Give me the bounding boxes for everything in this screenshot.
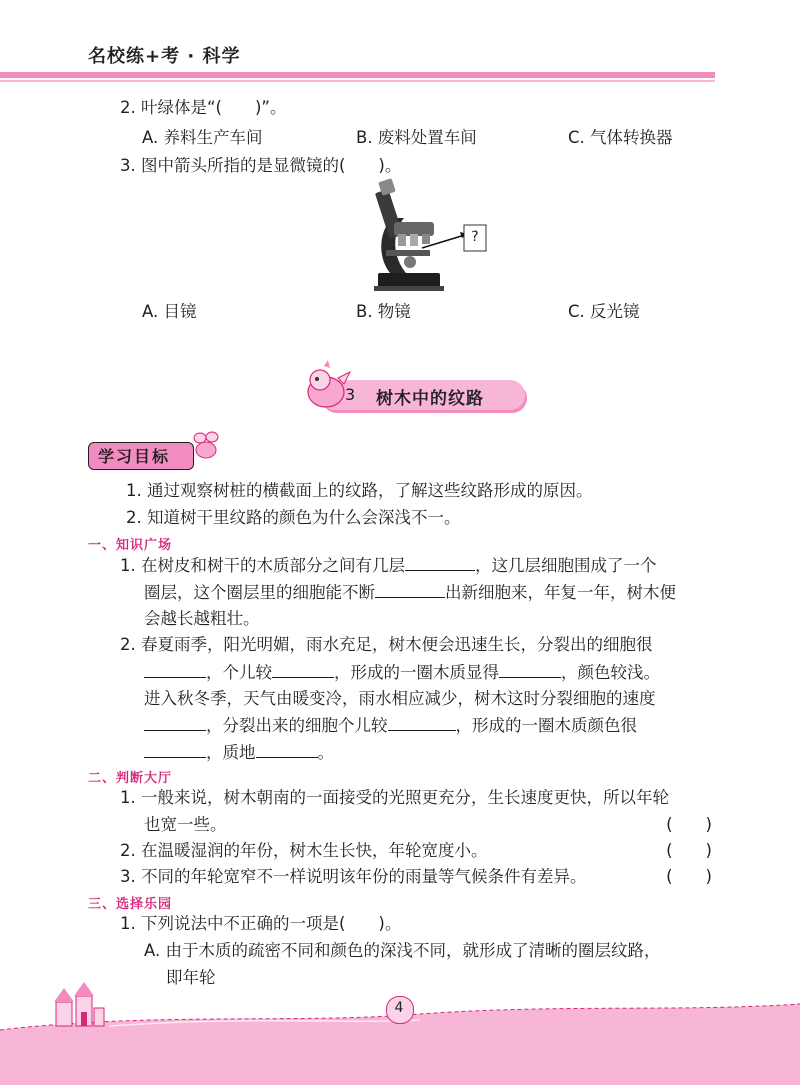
answer-blank[interactable] — [388, 712, 456, 731]
answer-blank[interactable] — [144, 659, 206, 678]
fill-question-2-line-1: 2. 春夏雨季，阳光明媚，雨水充足，树木便会迅速生长，分裂出的细胞很 — [120, 635, 653, 654]
header-title: 名校练+考 · 科学 — [88, 46, 241, 67]
option-c: C. 反光镜 — [568, 302, 640, 321]
option-a: A. 目镜 — [142, 302, 197, 321]
text-segment: ，个儿较 — [206, 663, 272, 682]
answer-parenthesis[interactable]: ( ) — [666, 867, 712, 886]
text-segment: 出新细胞来，年复一年，树木便 — [445, 583, 676, 602]
option-b: B. 物镜 — [356, 302, 411, 321]
header-rule — [0, 72, 715, 78]
section-heading: 二、判断大厅 — [88, 771, 173, 786]
choice-question-1: 1. 下列说法中不正确的一项是( )。 — [120, 914, 402, 933]
section-heading: 一、知识广场 — [88, 538, 173, 553]
text-segment: ，这几层细胞围成了一个 — [475, 556, 657, 575]
question-2: 2. 叶绿体是“( )”。 — [120, 98, 287, 117]
objectives-title: 学习目标 — [98, 447, 171, 466]
text-segment: ，分裂出来的细胞个儿较 — [206, 716, 388, 735]
answer-parenthesis[interactable]: ( ) — [666, 815, 712, 834]
question-3: 3. 图中箭头所指的是显微镜的( )。 — [120, 156, 402, 175]
page-number: 4 — [394, 1000, 404, 1016]
answer-blank[interactable] — [499, 659, 561, 678]
answer-blank[interactable] — [375, 579, 445, 598]
text-segment: ，颜色较浅。 — [561, 663, 660, 682]
answer-blank[interactable] — [144, 739, 206, 758]
objective-2: 2. 知道树干里纹路的颜色为什么会深浅不一。 — [126, 508, 461, 527]
section-heading: 三、选择乐园 — [88, 897, 173, 912]
lesson-number: 3 — [345, 385, 356, 404]
bee-icon — [188, 428, 224, 464]
judge-item-1-line-1: 1. 一般来说，树木朝南的一面接受的光照更充分，生长速度更快，所以年轮 — [120, 788, 669, 807]
choice-option-a-line-2: 即年轮 — [166, 968, 216, 987]
answer-blank[interactable] — [144, 712, 206, 731]
fill-question-2-line-3: 进入秋冬季，天气由暖变冷，雨水相应减少，树木这时分裂细胞的速度 — [144, 689, 656, 708]
objective-1: 1. 通过观察树桩的横截面上的纹路，了解这些纹路形成的原因。 — [126, 481, 593, 500]
text-segment: 圈层，这个圈层里的细胞能不断 — [144, 583, 375, 602]
header-rule-thin — [0, 80, 715, 82]
text-segment: ，形成的一圈木质显得 — [334, 663, 499, 682]
judge-item-3: 3. 不同的年轮宽窄不一样说明该年份的雨量等气候条件有差异。 — [120, 867, 587, 886]
fill-question-2-line-5 — [144, 739, 334, 766]
castle-icon — [50, 980, 110, 1030]
label-box-text: ? — [471, 229, 479, 245]
text-segment: 1. 在树皮和树干的木质部分之间有几层 — [120, 556, 405, 575]
judge-item-2: 2. 在温暖湿润的年份，树木生长快，年轮宽度小。 — [120, 841, 488, 860]
fill-question-1-line-1 — [120, 552, 657, 579]
answer-parenthesis[interactable]: ( ) — [666, 841, 712, 860]
fill-question-1-line-2 — [144, 579, 676, 606]
answer-blank[interactable] — [272, 659, 334, 678]
fill-question-2-line-2 — [144, 659, 660, 686]
answer-blank[interactable] — [256, 739, 318, 758]
text-segment: 。 — [317, 743, 334, 762]
lesson-title: 树木中的纹路 — [376, 389, 484, 409]
text-segment: ，形成的一圈木质颜色很 — [455, 716, 637, 735]
option-b: B. 废料处置车间 — [356, 128, 477, 147]
text-segment: ，质地 — [206, 743, 256, 762]
option-c: C. 气体转换器 — [568, 128, 673, 147]
option-a: A. 养料生产车间 — [142, 128, 263, 147]
fill-question-1-line-3: 会越长越粗壮。 — [144, 609, 260, 628]
judge-item-1-line-2: 也宽一些。 — [144, 815, 227, 834]
choice-option-a-line-1: A. 由于木质的疏密不同和颜色的深浅不同，就形成了清晰的圈层纹路， — [144, 941, 661, 960]
fill-question-2-line-4 — [144, 712, 637, 739]
answer-blank[interactable] — [405, 552, 475, 571]
